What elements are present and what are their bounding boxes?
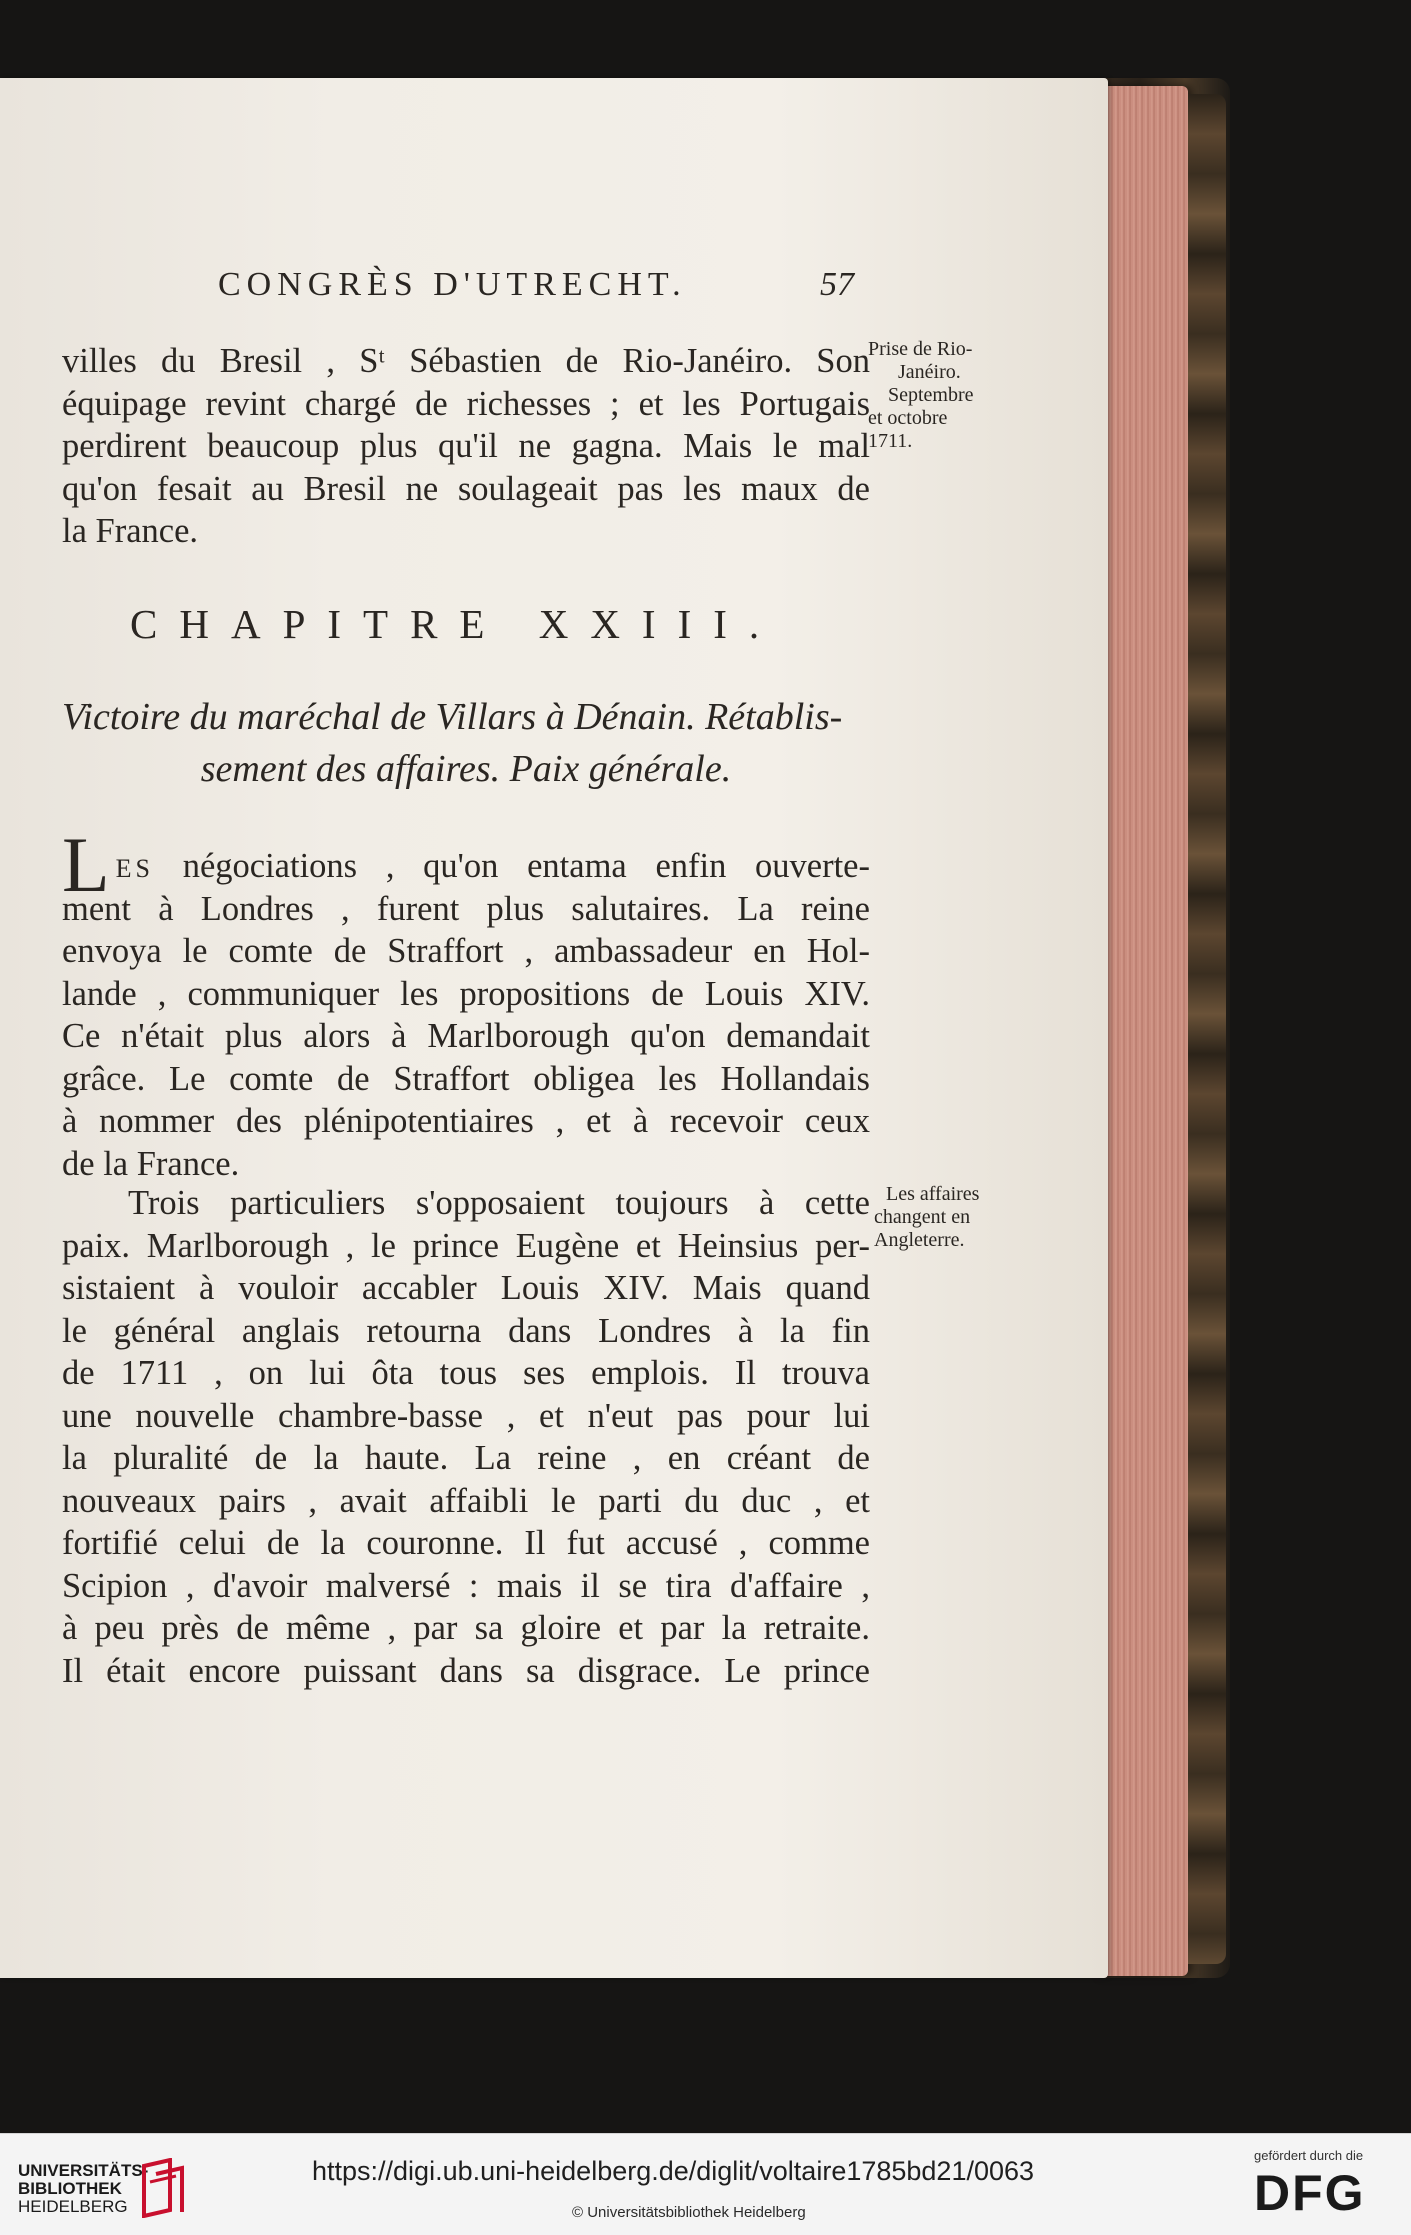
permalink-url[interactable]: https://digi.ub.uni-heidelberg.de/diglit/voltaire1785bd21/0063: [312, 2156, 1035, 2186]
text-line: équipage revint chargé de richesses ; et les Portugais: [62, 384, 870, 423]
text-line: Scipion , d'avoir malversé : mais il se tira d'affaire ,: [62, 1566, 870, 1605]
text-line: sistaient à vouloir accabler Louis XIV. Mais quand: [62, 1269, 870, 1307]
chapter-heading: CHAPITRE XXIII.: [130, 601, 782, 647]
small-caps-word: ES: [115, 854, 154, 883]
margin-note-line: Janéiro.: [898, 361, 961, 383]
text-line: Ce n'était plus alors à Marlborough qu'on demandait: [62, 1017, 870, 1055]
text-line: grâce. Le comte de Straffort obligea les Hollandais: [62, 1059, 870, 1098]
university-library-logo-icon[interactable]: [140, 2158, 190, 2218]
page-number: 57: [820, 266, 854, 303]
margin-note-line: Prise de Rio-: [868, 338, 973, 360]
text-line: la France.: [62, 512, 199, 550]
margin-note-line: Septembre: [888, 384, 974, 406]
text-line: qu'on fesait au Bresil ne soulageait pas les maux de: [62, 469, 870, 508]
book-spine: [1188, 94, 1226, 1964]
margin-note-line: 1711.: [868, 430, 913, 452]
paragraph-1: [62, 340, 870, 553]
text-line: fortifié celui de la couronne. Il fut accusé , comme: [62, 1524, 870, 1562]
margin-note-line: changent en: [874, 1206, 971, 1228]
text-line: une nouvelle chambre-basse , et n'eut pas pour lui: [62, 1396, 870, 1435]
margin-note-line: Angleterre.: [874, 1229, 965, 1251]
margin-note-line: et octobre: [868, 407, 948, 429]
copyright-notice: © Universitätsbibliothek Heidelberg: [572, 2204, 806, 2221]
text-line: nouveaux pairs , avait affaibli le parti du duc , et: [62, 1481, 870, 1520]
chapter-subtitle-line-1: Victoire du maréchal de Villars à Dénain. Rétablis-: [62, 696, 843, 738]
text-line: [62, 821, 870, 908]
margin-note-rio: [868, 338, 1008, 453]
library-name-line: UNIVERSITÄTS-: [18, 2161, 149, 2180]
footer-banner: [0, 2133, 1411, 2235]
library-name-line: HEIDELBERG: [18, 2197, 128, 2216]
text-line: de 1711 , on lui ôta tous ses emplois. Il trouva: [62, 1354, 870, 1392]
text-line: Trois particuliers s'opposaient toujours à cette: [128, 1184, 870, 1222]
text-span: négociations , qu'on entama enfin ouverte-: [154, 847, 870, 885]
text-line: ment à Londres , furent plus salutaires. La reine: [62, 889, 870, 928]
text-line: de la France.: [62, 1144, 240, 1183]
drop-cap: L: [62, 821, 110, 908]
running-title: CONGRÈS D'UTRECHT.: [218, 266, 687, 303]
text-line: à peu près de même , par sa gloire et par la retraite.: [62, 1609, 870, 1647]
text-line: le général anglais retourna dans Londres à la fin: [62, 1311, 870, 1350]
text-line: perdirent beaucoup plus qu'il ne gagna. Mais le mal: [62, 427, 870, 465]
text-line: à nommer des plénipotentiaires , et à recevoir ceux: [62, 1102, 870, 1140]
library-name[interactable]: [18, 2162, 148, 2216]
text-line: lande , communiquer les propositions de Louis XIV.: [62, 974, 870, 1013]
text-line: villes du Bresil , Sᵗ Sébastien de Rio-Janéiro. Son: [62, 342, 870, 380]
dfg-logo[interactable]: DFG: [1254, 2165, 1366, 2221]
margin-note-angleterre: [874, 1183, 1014, 1252]
chapter-subtitle-line-2: sement des affaires. Paix générale.: [200, 748, 732, 790]
margin-note-line: Les affaires: [886, 1183, 980, 1205]
funding-caption: gefördert durch die: [1254, 2148, 1364, 2163]
paragraph-3: [62, 1182, 870, 1692]
text-line: la pluralité de la haute. La reine , en créant de: [62, 1439, 870, 1477]
paragraph-2: [62, 821, 870, 1185]
red-page-edges: [1096, 86, 1188, 1976]
library-name-line: BIBLIOTHEK: [18, 2179, 122, 2198]
text-line: paix. Marlborough , le prince Eugène et Heinsius per-: [62, 1226, 870, 1265]
text-line: envoya le comte de Straffort , ambassadeur en Hol-: [62, 932, 870, 970]
text-line: Il était encore puissant dans sa disgrace. Le prince: [62, 1651, 870, 1690]
